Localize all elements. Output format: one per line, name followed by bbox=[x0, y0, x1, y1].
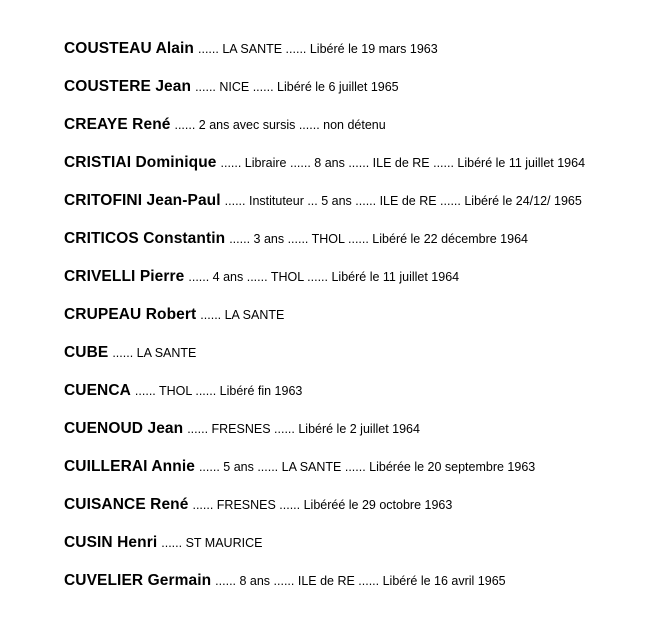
entry-details: ...... 8 ans ...... ILE de RE ...... Libéré le 16 avril 1965 bbox=[215, 574, 506, 588]
entry-name: CUSIN Henri bbox=[64, 534, 158, 551]
list-item bbox=[64, 220, 644, 258]
list-item bbox=[64, 258, 644, 296]
entry-name: CUILLERAI Annie bbox=[64, 458, 195, 475]
entry-name: CUVELIER Germain bbox=[64, 572, 212, 589]
list-item bbox=[64, 296, 644, 334]
entry-name: CRITICOS Constantin bbox=[64, 230, 226, 247]
entry-name: CRISTIAI Dominique bbox=[64, 154, 217, 171]
entry-name: CRIVELLI Pierre bbox=[64, 268, 185, 285]
list-item bbox=[64, 106, 644, 144]
entry-details: ...... FRESNES ...... Libéré le 2 juillet 1964 bbox=[187, 422, 420, 436]
entry-details: ...... LA SANTE bbox=[200, 308, 285, 322]
list-item bbox=[64, 30, 644, 68]
list-item bbox=[64, 448, 644, 486]
list-item bbox=[64, 144, 644, 182]
entry-name: COUSTERE Jean bbox=[64, 78, 192, 95]
entry-details: ...... FRESNES ...... Libéréé le 29 octobre 1963 bbox=[192, 498, 453, 512]
entry-details: ...... 2 ans avec sursis ...... non détenu bbox=[174, 118, 386, 132]
entry-details: ...... 3 ans ...... THOL ...... Libéré le 22 décembre 1964 bbox=[229, 232, 528, 246]
list-item bbox=[64, 334, 644, 372]
list-item bbox=[64, 524, 644, 562]
entry-name: CUENCA bbox=[64, 382, 131, 399]
entry-name: CUENOUD Jean bbox=[64, 420, 184, 437]
entry-details: ...... THOL ...... Libéré fin 1963 bbox=[134, 384, 303, 398]
entry-name: CRUPEAU Robert bbox=[64, 306, 197, 323]
list-item bbox=[64, 486, 644, 524]
list-item bbox=[64, 562, 644, 600]
list-item bbox=[64, 182, 644, 220]
entry-details: ...... LA SANTE ...... Libéré le 19 mars 1963 bbox=[198, 42, 438, 56]
detainee-list bbox=[64, 30, 644, 600]
list-item bbox=[64, 410, 644, 448]
entry-details: ...... 4 ans ...... THOL ...... Libéré le 11 juillet 1964 bbox=[188, 270, 460, 284]
list-item bbox=[64, 372, 644, 410]
entry-details: ...... Instituteur ... 5 ans ...... ILE de RE ...... Libéré le 24/12/ 1965 bbox=[224, 194, 582, 208]
entry-details: ...... Libraire ...... 8 ans ...... ILE de RE ...... Libéré le 11 juillet 1964 bbox=[220, 156, 586, 170]
entry-name: COUSTEAU Alain bbox=[64, 40, 195, 57]
list-item bbox=[64, 68, 644, 106]
entry-name: CRITOFINI Jean-Paul bbox=[64, 192, 221, 209]
entry-details: ...... NICE ...... Libéré le 6 juillet 1965 bbox=[195, 80, 399, 94]
entry-name: CUBE bbox=[64, 344, 109, 361]
entry-details: ...... ST MAURICE bbox=[161, 536, 263, 550]
entry-details: ...... LA SANTE bbox=[112, 346, 197, 360]
entry-name: CUISANCE René bbox=[64, 496, 189, 513]
entry-name: CREAYE René bbox=[64, 116, 171, 133]
entry-details: ...... 5 ans ...... LA SANTE ...... Libérée le 20 septembre 1963 bbox=[198, 460, 536, 474]
